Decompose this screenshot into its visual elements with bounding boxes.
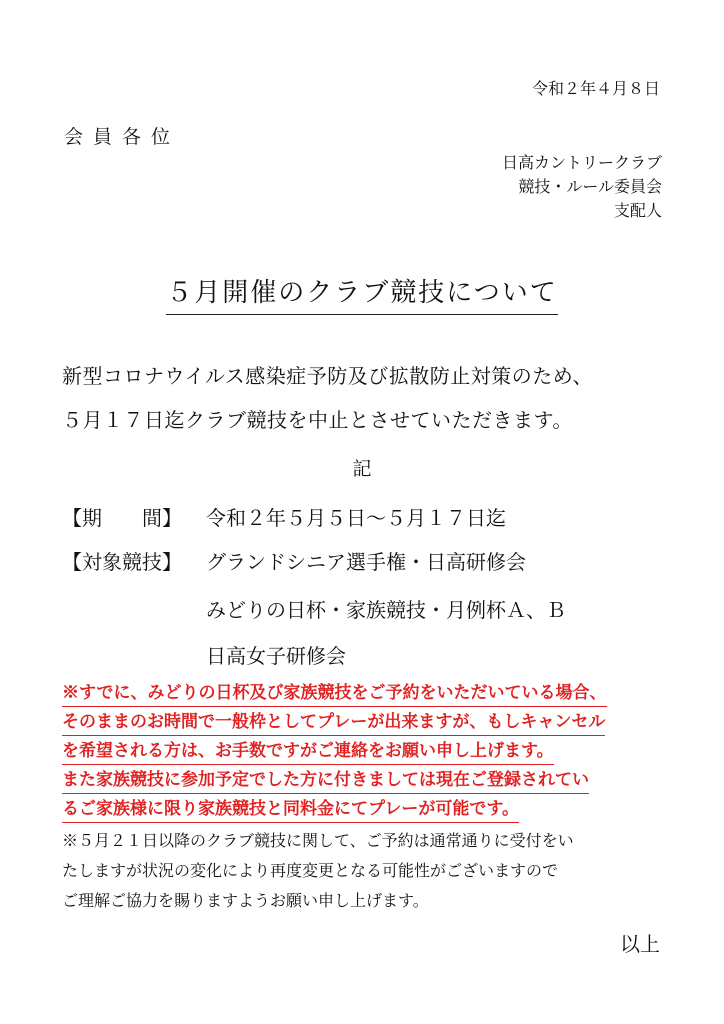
event-line-1: グランドシニア選手権・日高研修会 (206, 550, 526, 574)
lead-line-1: 新型コロナウイルス感染症予防及び拡散防止対策のため、 (62, 364, 593, 388)
document-title (0, 272, 724, 309)
red-note-line-3: を希望される方は、お手数ですがご連絡をお願い申し上げます。 (62, 740, 554, 765)
red-note-line-1: ※すでに、みどりの日杯及び家族競技をご予約をいただいている場合、 (62, 682, 607, 707)
note-line-1: ※５月２１日以降のクラブ競技に関して、ご予約は通常通りに受付をい (62, 831, 574, 850)
lead-line-2: ５月１７日迄クラブ競技を中止とさせていただきます。 (62, 408, 573, 432)
event-line-3: 日高女子研修会 (206, 644, 346, 668)
note-line-3: ご理解ご協力を賜りますようお願い申し上げます。 (62, 891, 429, 910)
red-note-line-2: そのままのお時間で一般枠としてプレーが出来ますが、もしキャンセル (62, 711, 605, 736)
note-line-2: たしますが状況の変化により再度変更となる可能性がございますので (62, 861, 559, 880)
red-note-line-4: また家族競技に参加予定でした方に付きましては現在ご登録されてい (62, 769, 589, 794)
sender-manager: 支配人 (613, 201, 662, 220)
addressee: 会員各位 (64, 126, 181, 148)
document-date: 令和２年４月８日 (531, 79, 660, 98)
ki-marker: 記 (352, 458, 372, 480)
sender-club: 日高カントリークラブ (501, 153, 662, 172)
events-label: 【対象競技】 (62, 550, 182, 574)
period-value: 令和２年５月５日～５月１７日迄 (206, 506, 506, 530)
document-title-text: ５月開催のクラブ競技について (166, 278, 557, 315)
period-label: 【期 間】 (62, 506, 182, 530)
closing-word: 以上 (620, 932, 660, 956)
event-line-2: みどりの日杯・家族競技・月例杯Ａ、Ｂ (206, 598, 566, 622)
red-note-line-5: るご家族様に限り家族競技と同料金にてプレーが可能です。 (62, 798, 519, 823)
sender-committee: 競技・ルール委員会 (518, 177, 662, 196)
